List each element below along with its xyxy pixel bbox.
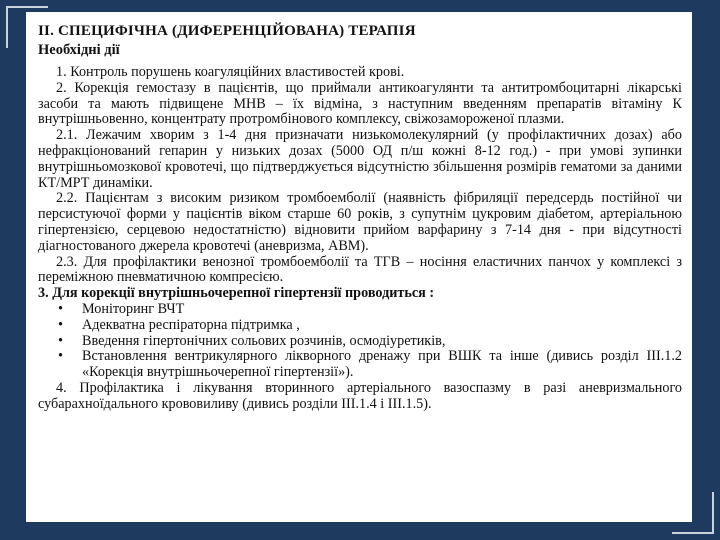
- list-item: [58, 349, 682, 381]
- list-item-text: Адекватна респіраторна підтримка ,: [82, 316, 300, 333]
- bullet-list: [38, 302, 682, 381]
- paragraph-4: 4. Профілактика і лікування вторинного артеріального вазоспазму в разі аневризмального субарахноїдального крововиливу (дивись розділи ІІІ.1.4 і ІІІ.1.5).: [38, 379, 682, 412]
- list-item-text: Моніторинг ВЧТ: [82, 300, 185, 317]
- paragraph-3: 3. Для корекції внутрішньочерепної гіпертензії проводиться :: [38, 285, 435, 302]
- bullet-icon: •: [58, 332, 63, 349]
- paragraph-2-3: 2.3. Для профілактики венозної тромбоемболії та ТГВ – носіння еластичних панчох у комплексі з переміжною пневматичною компресією.: [38, 253, 682, 286]
- list-item: [58, 334, 682, 350]
- paragraph-2-1: 2.1. Лежачим хворим з 1-4 дня призначати низькомолекулярний (у профілактичних дозах) або нефракціонований гепарин у низьких дозах (5000 ОД п/ш кожні 8-12 год.) - при умові зупинки внутрішньомозкової кровотечі, що підтверджується відсутністю збільшення розмірів гематоми за даними КТ/МРТ динаміки.: [38, 127, 682, 191]
- list-item-text: Введення гіпертонічних сольових розчинів, осмодіуретиків,: [82, 332, 446, 349]
- paragraph-2: 2. Корекція гемостазу в пацієнтів, що приймали антикоагулянти та антитромбоцитарні лікарські засоби та мають підвищене МНВ – їх відміна, з наступним введенням препаратів вітаміну К внутрішньовенно, концентрату протромбінового комплексу, свіжозамороженої плазми.: [38, 79, 682, 128]
- list-item: [58, 318, 682, 334]
- list-item-text: Встановлення вентрикулярного лікворного дренажу при ВШК та інше (дивись розділ ІІІ.1.2 «Корекція внутрішньочерепної гіпертензії»).: [82, 348, 682, 381]
- bullet-icon: •: [58, 300, 63, 317]
- document-page: [26, 12, 692, 522]
- paragraph-1: 1. Контроль порушень коагуляційних властивостей крові.: [56, 64, 405, 80]
- section-subtitle: Необхідні дії: [38, 42, 120, 58]
- paragraph-2-2: 2.2. Пацієнтам з високим ризиком тромбоемболії (наявність фібриляції передсердь постійної чи персистуючої форми у пацієнтів віком старше 60 років, з супутнім цукровим діабетом, артеріальною гіпертензією, серцевою недостатністю) відновити прийом варфарину з 7-14 дня - при відсутності діагностованого джерела кровотечі (аневризма, АВМ).: [38, 190, 682, 254]
- document-title: ІІ. СПЕЦИФІЧНА (ДИФЕРЕНЦІЙОВАНА) ТЕРАПІЯ: [38, 23, 416, 39]
- bullet-icon: •: [58, 348, 63, 365]
- list-item: [58, 302, 682, 318]
- bullet-icon: •: [58, 316, 63, 333]
